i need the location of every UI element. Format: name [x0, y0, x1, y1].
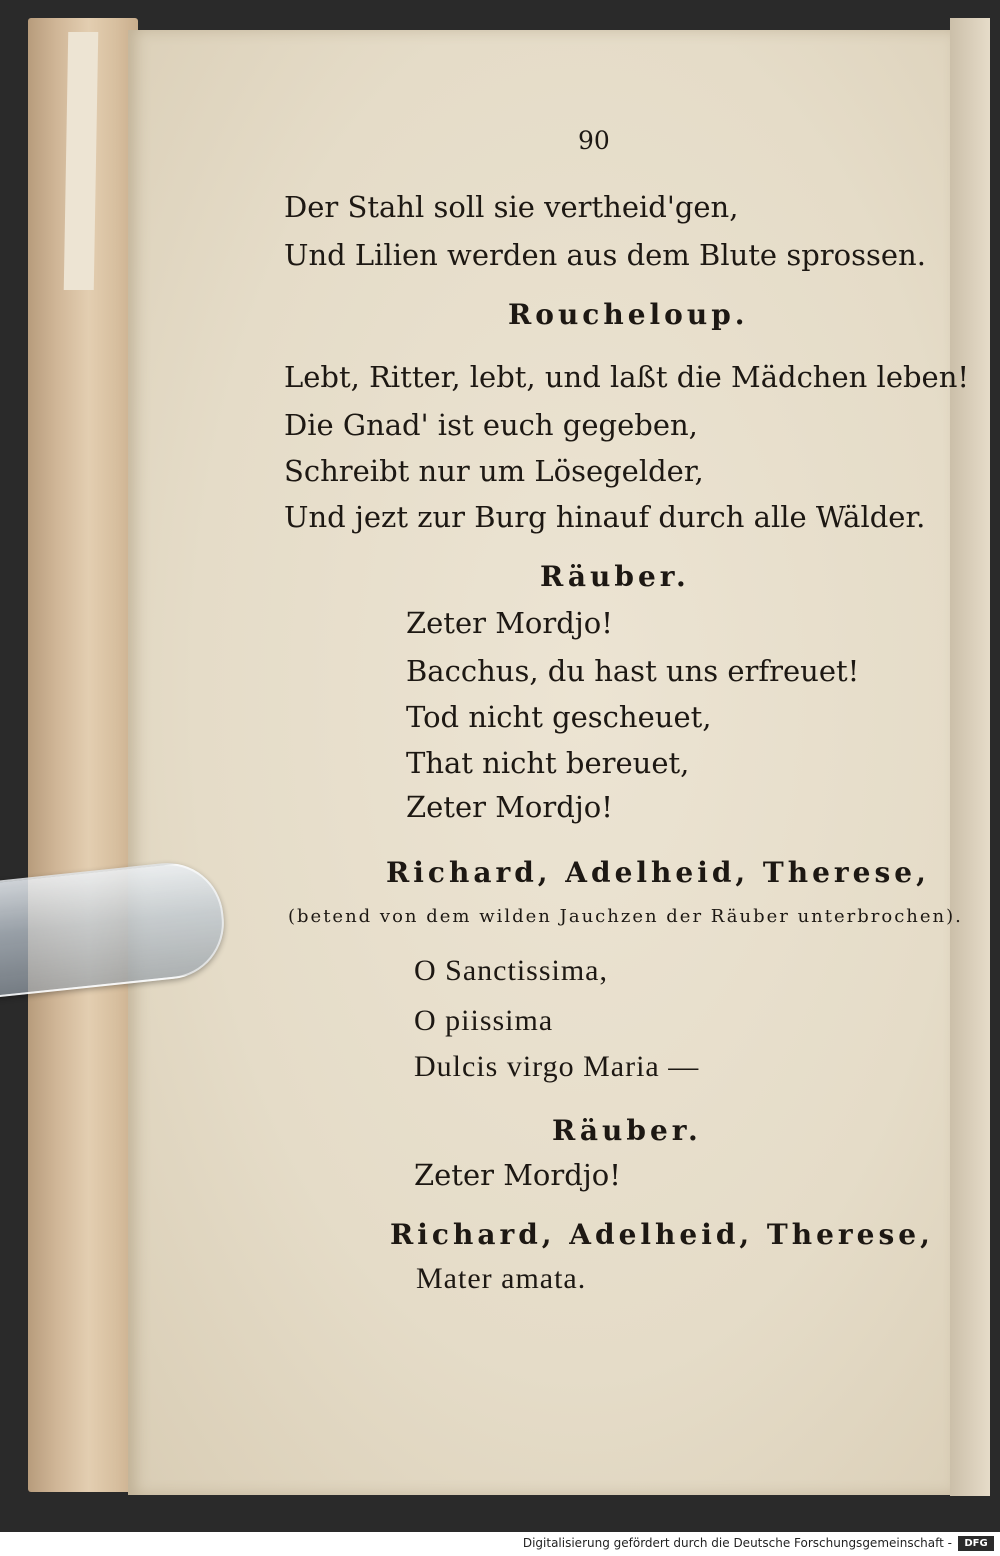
- text-line: Zeter Mordjo!: [414, 1158, 621, 1192]
- dfg-logo-icon: DFG: [958, 1536, 994, 1551]
- paper-tab: [64, 32, 99, 290]
- stage-direction: (betend von dem wilden Jauchzen der Räuber unterbrochen).: [288, 906, 963, 927]
- latin-line: O piissima: [414, 1004, 554, 1037]
- text-line: Tod nicht gescheuet,: [406, 700, 712, 734]
- speaker-name: Richard, Adelheid, Therese,: [390, 1218, 934, 1251]
- text-line: Schreibt nur um Lösegelder,: [284, 454, 704, 488]
- text-line: Und jezt zur Burg hinauf durch alle Wälder.: [284, 500, 926, 534]
- text-line: Der Stahl soll sie vertheid'gen,: [284, 190, 739, 224]
- text-line: Lebt, Ritter, lebt, und laßt die Mädchen leben!: [284, 360, 970, 394]
- speaker-name: Roucheloup.: [508, 298, 749, 331]
- speaker-name: Richard, Adelheid, Therese,: [386, 856, 930, 889]
- footer-bar: [0, 1532, 1000, 1556]
- speaker-name: Räuber.: [540, 560, 690, 593]
- footer-credit: Digitalisierung gefördert durch die Deutsche Forschungsgemeinschaft -: [522, 1536, 952, 1550]
- page-number: 90: [578, 126, 610, 155]
- text-line: Bacchus, du hast uns erfreuet!: [406, 654, 860, 688]
- facing-page-edge: [950, 18, 990, 1496]
- book-page: [128, 30, 970, 1495]
- text-line: That nicht bereuet,: [406, 746, 690, 780]
- text-line: Zeter Mordjo!: [406, 606, 613, 640]
- text-line: Und Lilien werden aus dem Blute sprossen.: [284, 238, 926, 272]
- speaker-name: Räuber.: [552, 1114, 702, 1147]
- latin-line: Dulcis virgo Maria —: [414, 1050, 700, 1083]
- text-line: Die Gnad' ist euch gegeben,: [284, 408, 698, 442]
- text-line: Zeter Mordjo!: [406, 790, 613, 824]
- latin-line: Mater amata.: [416, 1262, 587, 1295]
- latin-line: O Sanctissima,: [414, 954, 608, 987]
